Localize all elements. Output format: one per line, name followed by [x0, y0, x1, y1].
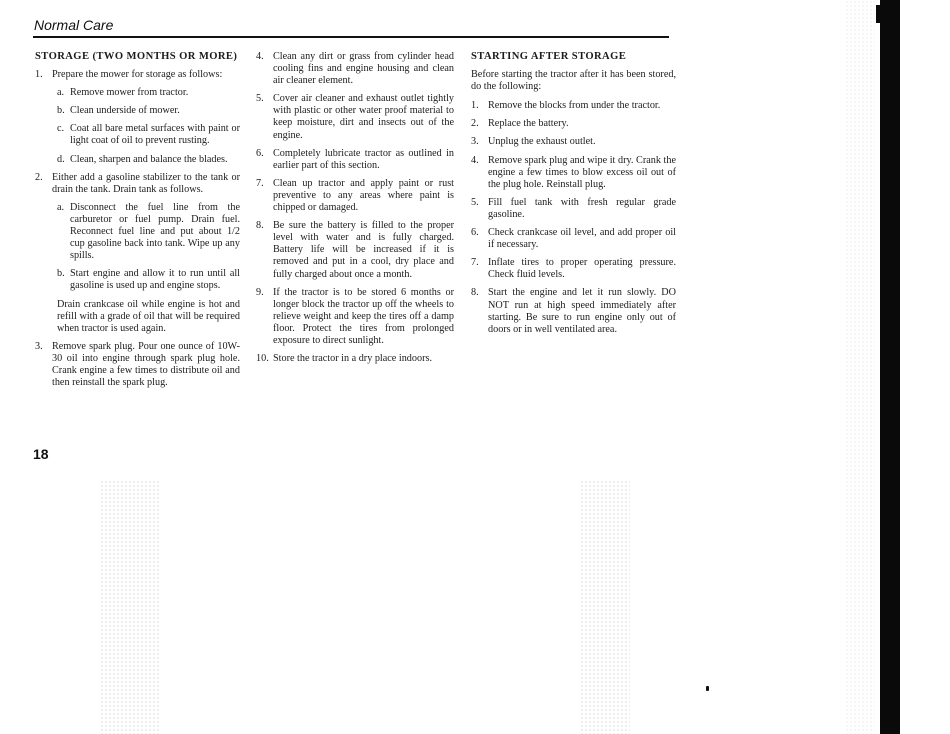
storage-heading: STORAGE (TWO MONTHS OR MORE): [35, 51, 238, 62]
sub-item-1d: [57, 154, 240, 166]
item-number: 5.: [471, 196, 479, 208]
storage-column-2: [256, 51, 454, 371]
item-number: 7.: [471, 257, 479, 269]
starting-heading: STARTING AFTER STORAGE: [471, 51, 627, 62]
header-rule: [33, 36, 669, 38]
starting-item-5: [471, 197, 676, 221]
scan-noise: [100, 480, 160, 734]
scan-noise: [845, 0, 875, 734]
starting-item-7: [471, 257, 676, 281]
item-number: 2.: [471, 118, 479, 130]
item-text: Prepare the mower for storage as follows:: [52, 69, 223, 81]
item-text: Inflate tires to proper operating pressure. Check fluid levels.: [488, 257, 676, 281]
storage-item-6: [256, 148, 454, 172]
item-number: 6.: [256, 147, 264, 159]
sub-letter: d.: [57, 153, 65, 165]
item-text: Start the engine and let it run slowly. DO NOT run at high speed immediately after starting. Be sure to run engine only out of doors or in well ventilated area.: [488, 287, 676, 335]
storage-column-1: [35, 51, 240, 395]
scan-noise: [580, 480, 630, 734]
item-number: 3.: [35, 340, 43, 352]
item-number: 4.: [471, 154, 479, 166]
item-number: 1.: [35, 69, 43, 81]
item-number: 2.: [35, 171, 43, 183]
item-text: Either add a gasoline stabilizer to the tank or drain the tank. Drain tank as follows.: [52, 171, 240, 195]
storage-item-9: [256, 287, 454, 347]
item-text: Unplug the exhaust outlet.: [488, 136, 596, 148]
starting-item-3: [471, 136, 676, 148]
sub-text: Clean, sharpen and balance the blades.: [70, 153, 228, 165]
drain-crankcase-paragraph: Drain crankcase oil while engine is hot and refill with a grade of oil that will be required when tractor is used again.: [57, 298, 240, 334]
storage-item-5: [256, 93, 454, 141]
item-text: Be sure the battery is filled to the proper level with water and is fully charged. Battery life will be increased if it is removed and put in a cool, dry place and fully charged about once a month.: [273, 220, 454, 280]
item-text: Store the tractor in a dry place indoors.: [273, 353, 432, 365]
sub-letter: b.: [57, 268, 65, 280]
item-number: 8.: [471, 287, 479, 299]
starting-item-4: [471, 155, 676, 191]
sub-text: Clean underside of mower.: [70, 105, 180, 117]
item-text: If the tractor is to be stored 6 months or longer block the tractor up off the wheels to relieve weight and keep the tires off a damp floor. Protect the tires from prolonged exposure to direct sunlight.: [273, 286, 454, 346]
sub-item-1c: [57, 123, 240, 147]
item-number: 10.: [256, 353, 269, 365]
storage-item-4: [256, 51, 454, 87]
item-text: Remove the blocks from under the tractor.: [488, 100, 661, 112]
item-text: Fill fuel tank with fresh regular grade gasoline.: [488, 196, 676, 220]
scan-speck: [706, 686, 709, 691]
starting-intro: Before starting the tractor after it has been stored, do the following:: [471, 69, 676, 93]
item-text: Replace the battery.: [488, 118, 569, 130]
sub-text: Coat all bare metal surfaces with paint or light coat of oil to prevent rusting.: [70, 123, 240, 147]
starting-item-2: [471, 118, 676, 130]
item-number: 3.: [471, 136, 479, 148]
sub-letter: a.: [57, 201, 65, 213]
binding-shadow: [880, 0, 900, 734]
storage-item-7: [256, 178, 454, 214]
item-number: 6.: [471, 227, 479, 239]
item-text: Clean up tractor and apply paint or rust preventive to any areas where paint is chipped or damaged.: [273, 177, 454, 214]
item-text: Clean any dirt or grass from cylinder head cooling fins and engine housing and clean air cleaner element.: [273, 51, 454, 87]
item-text: Cover air cleaner and exhaust outlet tightly with plastic or other water proof material to keep moisture, dirt and insects out of the engine.: [273, 93, 454, 141]
sub-item-2b: [57, 268, 240, 292]
storage-item-10: [256, 353, 454, 365]
item-text: Remove spark plug. Pour one ounce of 10W-30 oil into engine through spark plug hole. Crank engine a few times to distribute oil and then reinstall the spark plug.: [52, 340, 240, 389]
sub-letter: c.: [57, 123, 65, 135]
sub-letter: a.: [57, 87, 65, 99]
item-text: Check crankcase oil level, and add proper oil if necessary.: [488, 227, 676, 251]
sub-text: Start engine and allow it to run until all gasoline is used up and engine stops.: [70, 268, 240, 292]
storage-item-1: [35, 69, 240, 81]
sub-item-2a: [57, 202, 240, 262]
sub-item-1b: [57, 105, 240, 117]
sub-text: Remove mower from tractor.: [70, 87, 189, 99]
item-text: Completely lubricate tractor as outlined in earlier part of this section.: [273, 147, 454, 171]
sub-text: Disconnect the fuel line from the carburetor or fuel pump. Drain fuel. Reconnect fuel line and put about 1/2 cup gasoline back into tank. Wipe up any spills.: [70, 201, 240, 262]
storage-item-3: [35, 341, 240, 389]
storage-item-2: [35, 172, 240, 196]
starting-item-6: [471, 227, 676, 251]
starting-item-1: [471, 100, 676, 112]
item-number: 5.: [256, 93, 264, 105]
sub-letter: b.: [57, 105, 65, 117]
item-number: 4.: [256, 51, 264, 62]
item-number: 1.: [471, 100, 479, 112]
storage-item-8: [256, 220, 454, 280]
section-header-title: Normal Care: [34, 17, 114, 33]
item-number: 9.: [256, 286, 264, 298]
starting-column: [471, 51, 676, 342]
item-number: 7.: [256, 177, 264, 189]
page-number: 18: [33, 446, 49, 462]
sub-item-1a: [57, 87, 240, 99]
item-text: Remove spark plug and wipe it dry. Crank the engine a few times to blow excess oil out of the plug hole. Reinstall plug.: [488, 154, 676, 190]
item-number: 8.: [256, 220, 264, 232]
starting-item-8: [471, 287, 676, 335]
